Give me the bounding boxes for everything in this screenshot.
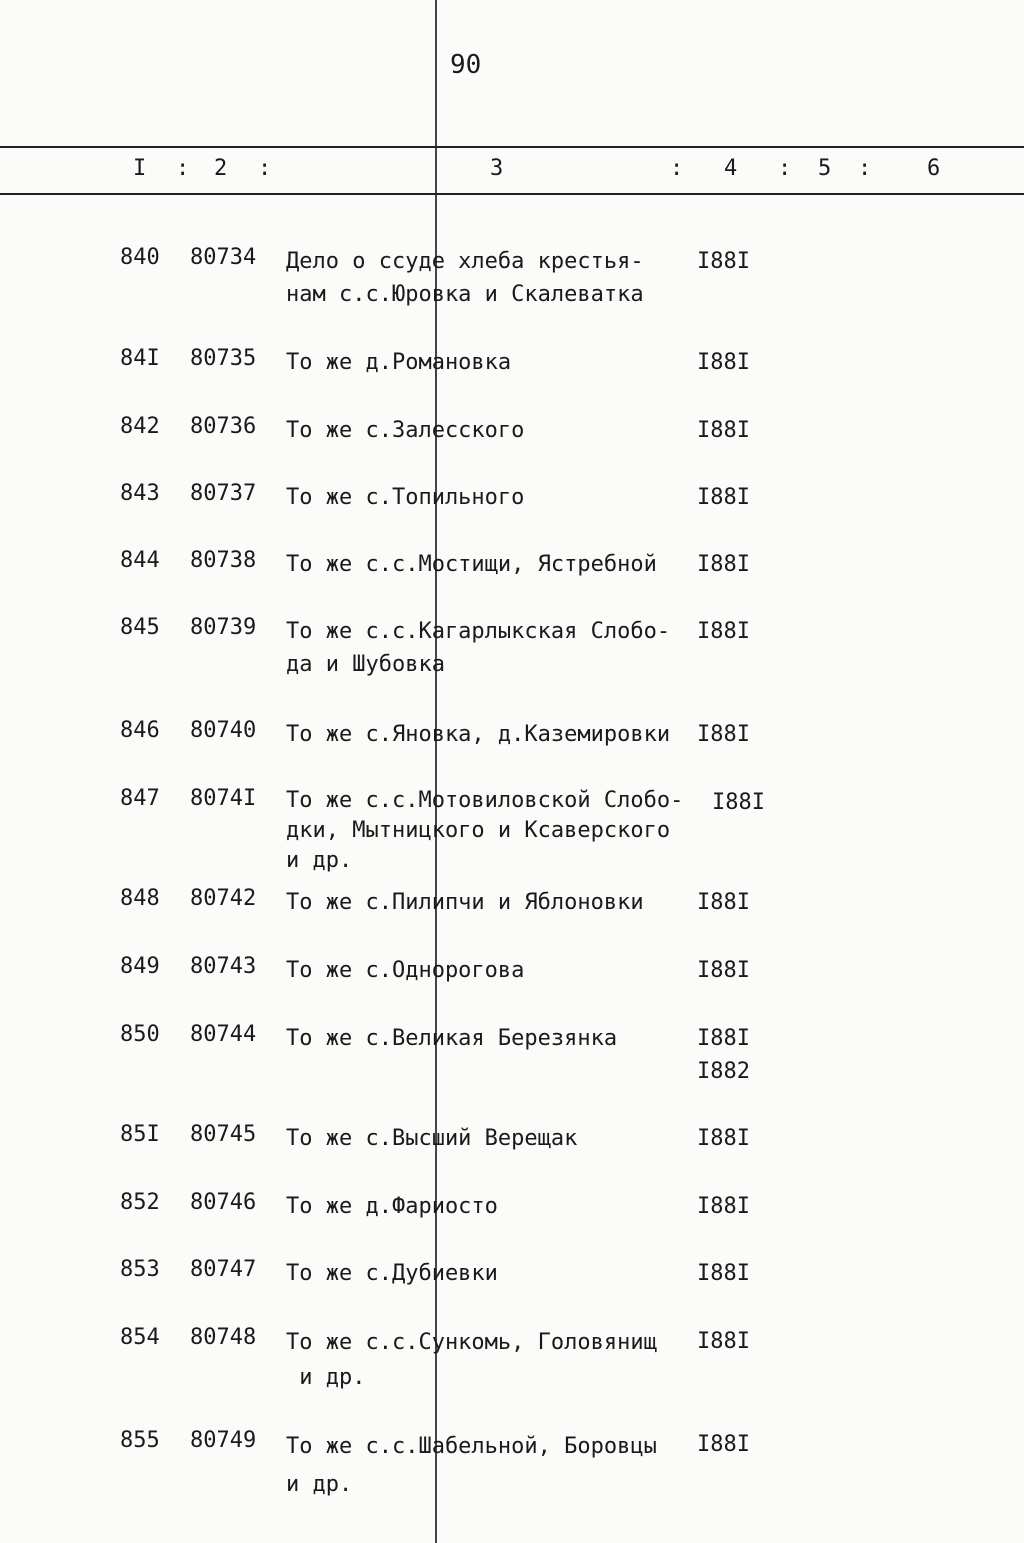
- row-number: 849: [120, 954, 160, 979]
- row-inventory-number: 80747: [190, 1257, 257, 1282]
- row-year: I88I: [697, 552, 750, 577]
- row-inventory-number: 80736: [190, 414, 257, 439]
- row-year: I88I: [697, 485, 750, 510]
- row-number: 845: [120, 615, 160, 640]
- row-description: То же с.с.Мотовиловской Слобо- дки, Мытницкого и Ксаверского и др.: [286, 788, 684, 873]
- row-year: I88I: [697, 1194, 750, 1219]
- row-description: То же с.с.Сункомь, Головянищ и др.: [286, 1330, 657, 1390]
- row-year: I88I: [697, 1126, 750, 1151]
- row-number: 846: [120, 718, 160, 743]
- row-inventory-number: 80737: [190, 481, 257, 506]
- row-year: I88I: [697, 890, 750, 915]
- row-description: То же с.с.Мостищи, Ястребной: [286, 552, 657, 577]
- table-header: [0, 156, 1024, 186]
- row-inventory-number: 80749: [190, 1428, 257, 1453]
- row-inventory-number: 80743: [190, 954, 257, 979]
- row-number: 855: [120, 1428, 160, 1453]
- row-inventory-number: 80744: [190, 1022, 257, 1047]
- row-number: 853: [120, 1257, 160, 1282]
- row-number: 842: [120, 414, 160, 439]
- row-inventory-number: 80748: [190, 1325, 257, 1350]
- row-description: То же д.Фариосто: [286, 1194, 498, 1219]
- row-number: 84I: [120, 346, 160, 371]
- header-col-6: 6: [927, 156, 941, 181]
- row-year: I88I: [697, 1329, 750, 1354]
- header-col-1: I: [133, 156, 147, 181]
- row-inventory-number: 80740: [190, 718, 257, 743]
- header-separator: :: [670, 156, 684, 181]
- row-description: То же с.Пилипчи и Яблоновки: [286, 890, 644, 915]
- header-separator: :: [778, 156, 792, 181]
- row-inventory-number: 80734: [190, 245, 257, 270]
- row-description: То же с.Яновка, д.Каземировки: [286, 722, 671, 747]
- row-inventory-number: 80742: [190, 886, 257, 911]
- header-separator: :: [176, 156, 190, 181]
- row-inventory-number: 80738: [190, 548, 257, 573]
- row-year: I88I: [697, 722, 750, 747]
- header-col-3: 3: [490, 156, 504, 181]
- header-col-4: 4: [724, 156, 738, 181]
- page-number: 90: [450, 50, 482, 80]
- row-number: 843: [120, 481, 160, 506]
- row-number: 840: [120, 245, 160, 270]
- row-year: I88I: [697, 350, 750, 375]
- row-number: 847: [120, 786, 160, 811]
- page-fold-line: [435, 0, 437, 1543]
- row-number: 854: [120, 1325, 160, 1350]
- header-col-5: 5: [818, 156, 832, 181]
- row-year: I88I: [697, 1432, 750, 1457]
- row-inventory-number: 8074I: [190, 786, 257, 811]
- row-year: I88I: [697, 418, 750, 443]
- header-separator: :: [258, 156, 272, 181]
- row-number: 844: [120, 548, 160, 573]
- row-year: I88I: [697, 619, 750, 644]
- row-year: I88I: [712, 790, 765, 815]
- row-description: Дело о ссуде хлеба крестья- нам с.с.Юровка и Скалеватка: [286, 249, 644, 307]
- row-description: То же с.Высший Верещак: [286, 1126, 578, 1151]
- row-description: То же с.Залесского: [286, 418, 525, 443]
- row-description: То же с.Однорогова: [286, 958, 525, 983]
- row-inventory-number: 80745: [190, 1122, 257, 1147]
- header-separator: :: [858, 156, 872, 181]
- row-description: То же с.Топильного: [286, 485, 525, 510]
- row-number: 848: [120, 886, 160, 911]
- row-number: 850: [120, 1022, 160, 1047]
- row-description: То же с.Дубиевки: [286, 1261, 498, 1286]
- row-inventory-number: 80746: [190, 1190, 257, 1215]
- row-year: I88I: [697, 249, 750, 274]
- row-description: То же с.Великая Березянка: [286, 1026, 618, 1051]
- header-bottom-rule: [0, 193, 1024, 195]
- row-description: То же д.Романовка: [286, 350, 512, 375]
- row-year: I88I I882: [697, 1026, 750, 1084]
- row-number: 852: [120, 1190, 160, 1215]
- row-description: То же с.с.Кагарлыкская Слобо- да и Шубовка: [286, 619, 671, 677]
- row-inventory-number: 80735: [190, 346, 257, 371]
- header-top-rule: [0, 146, 1024, 148]
- row-year: I88I: [697, 1261, 750, 1286]
- row-year: I88I: [697, 958, 750, 983]
- row-number: 85I: [120, 1122, 160, 1147]
- header-col-2: 2: [214, 156, 228, 181]
- row-description: То же с.с.Шабельной, Боровцы и др.: [286, 1434, 657, 1497]
- row-inventory-number: 80739: [190, 615, 257, 640]
